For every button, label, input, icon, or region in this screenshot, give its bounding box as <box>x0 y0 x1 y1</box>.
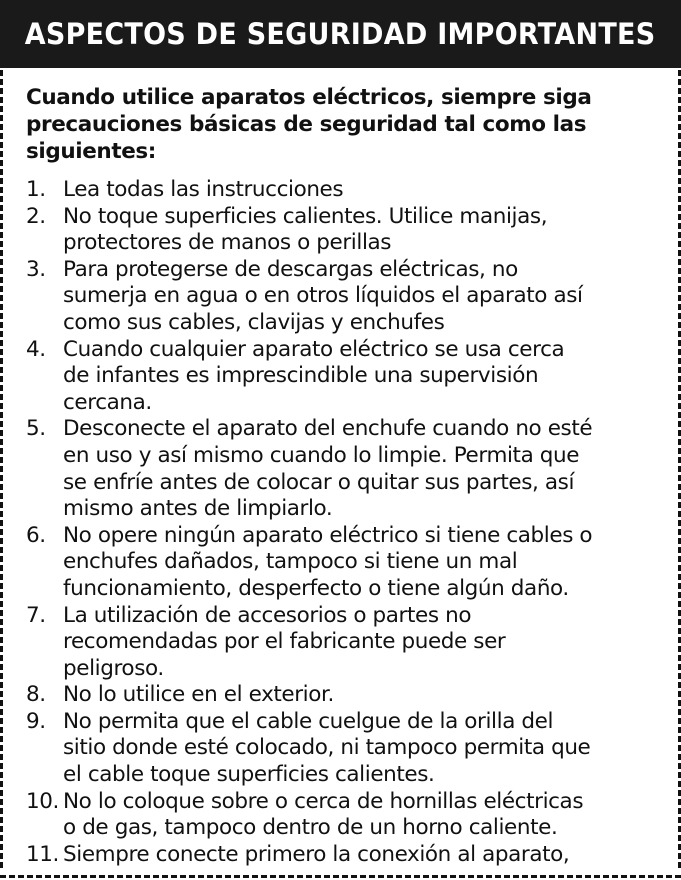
item-number: 1. <box>26 177 46 202</box>
left-cut-line <box>0 70 3 868</box>
list-item <box>26 416 666 522</box>
list-item <box>26 337 666 417</box>
header-bar <box>0 0 681 68</box>
item-number: 4. <box>26 336 46 362</box>
list-item <box>26 257 666 337</box>
item-text: Cuando cualquier aparato eléctrico se usa cerca de infantes es imprescindible una supervisión cercana. <box>63 336 565 415</box>
item-number: 6. <box>26 522 46 548</box>
list-item <box>26 789 666 842</box>
list-item <box>26 682 666 709</box>
item-text: Lea todas las instrucciones <box>63 177 344 202</box>
list-item <box>26 177 666 204</box>
item-text: No toque superficies calientes. Utilice manijas, protectores de manos o perillas <box>63 203 548 256</box>
page-title: ASPECTOS DE SEGURIDAD IMPORTANTES <box>25 17 656 51</box>
item-number: 3. <box>26 256 46 282</box>
list-item <box>26 842 666 869</box>
item-number: 7. <box>26 602 46 628</box>
item-number: 5. <box>26 416 46 442</box>
list-item <box>26 709 666 789</box>
item-number: 2. <box>26 203 46 229</box>
list-item <box>26 603 666 683</box>
item-text: No opere ningún aparato eléctrico si tiene cables o enchufes dañados, tampoco si tiene un mal funcionamiento, desperfecto o tiene algún daño. <box>63 522 593 601</box>
item-text: No lo utilice en el exterior. <box>63 682 334 708</box>
list-item <box>26 523 666 603</box>
item-text: No lo coloque sobre o cerca de hornillas eléctricas o de gas, tampoco dentro de un horno caliente. <box>63 788 584 841</box>
safety-instructions-list <box>26 177 666 868</box>
item-text: Para protegerse de descargas eléctricas, no sumerja en agua o en otros líquidos el aparato así como sus cables, clavijas y enchufes <box>63 256 583 335</box>
safety-content <box>26 84 666 868</box>
item-text: La utilización de accesorios o partes no recomendadas por el fabricante puede ser peligroso. <box>63 602 506 681</box>
item-text: No permita que el cable cuelgue de la orilla del sitio donde esté colocado, ni tampoco permita que el cable toque superficies calientes. <box>63 708 591 788</box>
list-item <box>26 204 666 257</box>
bottom-cut-line <box>0 875 681 878</box>
item-number: 10. <box>26 788 59 814</box>
item-text: Siempre conecte primero la conexión al aparato, <box>63 841 570 867</box>
intro-text: Cuando utilice aparatos eléctricos, siempre siga precauciones básicas de seguridad tal como las siguientes: <box>26 85 592 164</box>
item-number: 11. <box>26 841 59 867</box>
item-number: 9. <box>26 708 46 734</box>
item-number: 8. <box>26 682 46 708</box>
item-text: Desconecte el aparato del enchufe cuando no esté en uso y así mismo cuando lo limpie. Permita que se enfríe antes de colocar o quitar sus partes, así mismo antes de limpiarlo. <box>63 416 593 522</box>
